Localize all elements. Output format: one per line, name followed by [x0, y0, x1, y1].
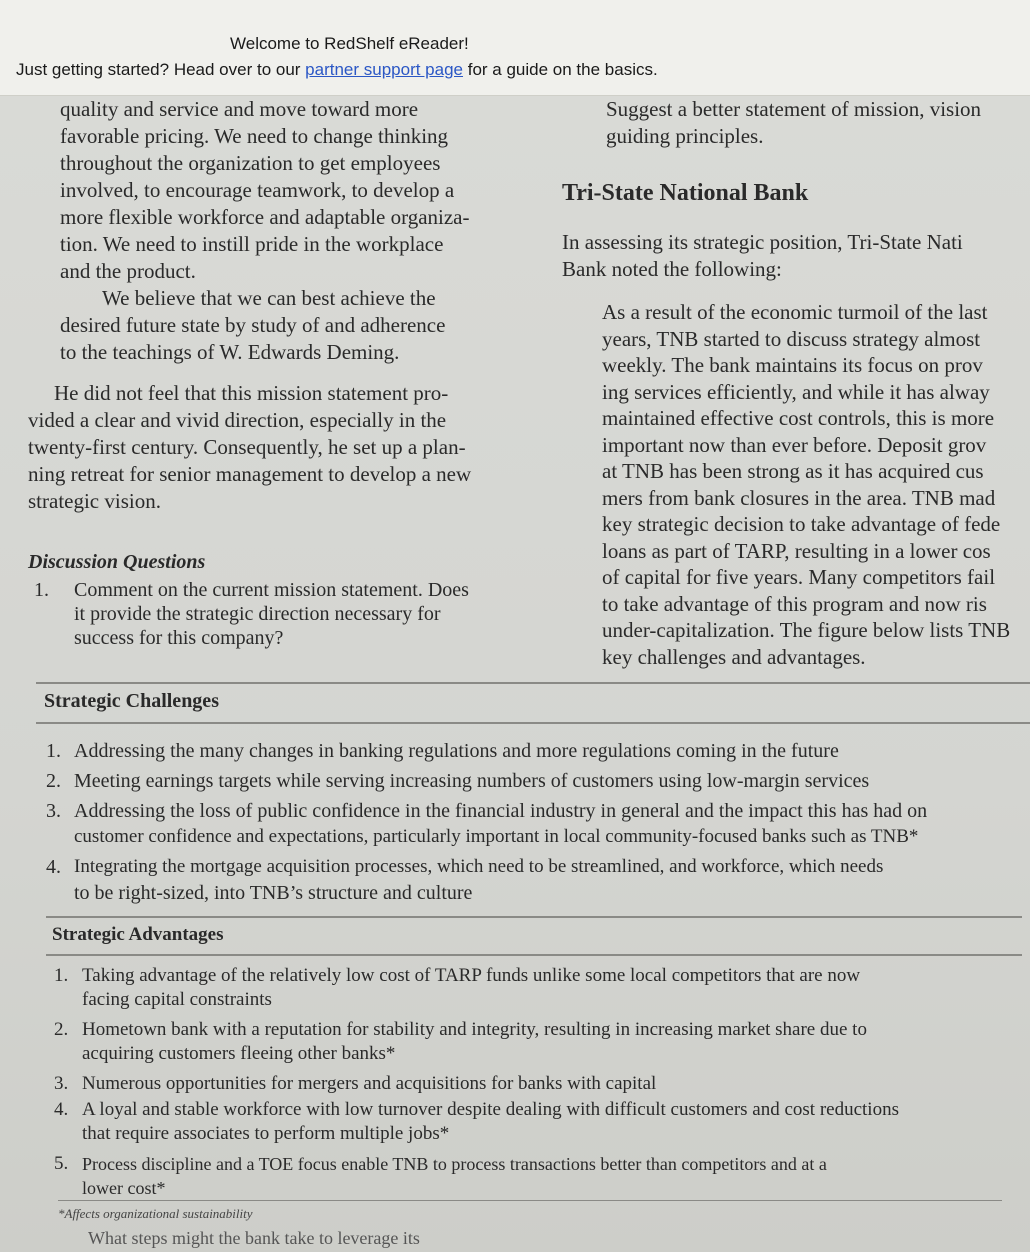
right-column [562, 96, 1030, 670]
body-line: key challenges and advantages. [602, 644, 866, 669]
body-line: at TNB has been strong as it has acquired cus [602, 459, 984, 483]
question-line: success for this company? [74, 627, 284, 649]
quote-line: involved, to encourage teamwork, to develop a [60, 178, 455, 202]
quote-line: throughout the organization to get employees [60, 151, 441, 175]
advantages-title-rule [46, 954, 1022, 956]
book-page [0, 96, 1030, 1252]
challenge-item [46, 854, 1016, 906]
item-line: Integrating the mortgage acquisition processes, which need to be streamlined, and workforce, which needs [74, 856, 884, 877]
discussion-questions-heading: Discussion Questions [28, 551, 206, 573]
para-line: vided a clear and vivid direction, especially in the [28, 408, 447, 432]
banner-welcome-text: Welcome to RedShelf eReader! [230, 34, 469, 53]
advantages-top-rule [46, 916, 1022, 918]
quote-line: quality and service and move toward more [60, 97, 419, 121]
item-line: to be right-sized, into TNB’s structure and culture [74, 882, 473, 904]
para-line: twenty-first century. Consequently, he set up a plan- [28, 435, 466, 459]
item-line: that require associates to perform multiple jobs* [82, 1123, 450, 1144]
quote-line: desired future state by study of and adherence [60, 313, 446, 337]
mission-quote [28, 96, 528, 366]
footnote-rule [58, 1200, 1002, 1201]
item-number: 4. [46, 856, 61, 878]
intro-line: In assessing its strategic position, Tri-State Nati [562, 230, 963, 254]
para-line: ning retreat for senior management to develop a new [28, 462, 472, 486]
assessment-intro [562, 229, 1030, 283]
item-line: Hometown bank with a reputation for stability and integrity, resulting in increasing market share due to [82, 1019, 867, 1040]
challenges-list [46, 738, 1016, 906]
advantage-item [54, 1152, 1014, 1200]
banner-guide-text [16, 60, 658, 80]
item-line: Addressing the many changes in banking regulations and more regulations coming in the future [74, 740, 839, 762]
footnote: *Affects organizational sustainability [58, 1206, 253, 1221]
item-line: acquiring customers fleeing other banks* [82, 1043, 396, 1064]
item-line: Addressing the loss of public confidence in the financial industry in general and the impact this has had on [74, 800, 928, 822]
case-heading: Tri-State National Bank [562, 180, 809, 206]
item-line: Meeting earnings targets while serving increasing numbers of customers using low-margin services [74, 770, 870, 792]
item-line: A loyal and stable workforce with low turnover despite dealing with difficult customers and cost reductions [82, 1099, 899, 1120]
item-line: lower cost* [82, 1178, 166, 1198]
advantage-item [54, 1072, 1014, 1096]
challenges-heading: Strategic Challenges [44, 690, 219, 712]
challenge-item [46, 798, 1016, 850]
item-number: 5. [54, 1153, 69, 1174]
body-line: of capital for five years. Many competitors fail [602, 565, 996, 589]
body-line: to take advantage of this program and now ris [602, 591, 987, 616]
item-line: Taking advantage of the relatively low cost of TARP funds unlike some local competitors that are now [82, 965, 861, 986]
challenges-title-rule [36, 722, 1030, 724]
advantage-item [54, 1018, 1014, 1066]
item-number: 1. [54, 965, 69, 986]
question-number: 1. [34, 579, 49, 601]
item-number: 2. [54, 1019, 69, 1040]
advantage-item [54, 964, 1014, 1012]
quote-line: tion. We need to instill pride in the workplace [60, 232, 444, 256]
discussion-question [28, 578, 528, 650]
trailing-text: What steps might the bank take to leverage its [88, 1228, 420, 1248]
body-line: key strategic decision to take advantage of fede [602, 512, 1001, 536]
question-continuation [562, 96, 1030, 150]
body-line: ing services efficiently, and while it has alway [602, 379, 990, 404]
item-line: Process discipline and a TOE focus enable TNB to process transactions better than competitors and at a [82, 1154, 827, 1174]
question-line: guiding principles. [606, 124, 764, 148]
item-line: facing capital constraints [82, 989, 272, 1010]
welcome-banner [0, 0, 1030, 96]
case-body [562, 299, 1030, 670]
challenge-item [46, 768, 1016, 794]
advantages-heading: Strategic Advantages [52, 924, 224, 945]
quote-line: and the product. [60, 259, 196, 283]
quote-line: favorable pricing. We need to change thinking [60, 124, 449, 148]
body-line: weekly. The bank maintains its focus on prov [602, 353, 983, 377]
item-number: 3. [46, 800, 61, 822]
para-line: strategic vision. [28, 489, 161, 513]
left-column [28, 96, 528, 650]
item-number: 2. [46, 770, 61, 792]
item-number: 4. [54, 1099, 69, 1120]
body-line: under-capitalization. The figure below lists TNB [602, 618, 1011, 642]
narrative-paragraph [28, 380, 528, 515]
banner-suffix: for a guide on the basics. [463, 60, 658, 79]
advantages-list [54, 964, 1014, 1200]
quote-line: more flexible workforce and adaptable organiza- [60, 205, 470, 229]
question-line: Comment on the current mission statement. Does [74, 579, 469, 601]
body-line: mers from bank closures in the area. TNB mad [602, 485, 996, 510]
item-line: customer confidence and expectations, particularly important in local community-focused banks such as TNB* [74, 826, 919, 847]
advantage-item [54, 1098, 1014, 1146]
body-line: maintained effective cost controls, this is more [602, 406, 995, 430]
intro-line: Bank noted the following: [562, 257, 782, 281]
question-line: Suggest a better statement of mission, vision [606, 97, 982, 121]
quote-line: to the teachings of W. Edwards Deming. [60, 340, 400, 364]
para-line: He did not feel that this mission statement pro- [54, 381, 449, 405]
quote-line: We believe that we can best achieve the [102, 286, 436, 310]
challenge-item [46, 738, 1016, 764]
body-line: important now than ever before. Deposit grov [602, 432, 987, 457]
item-number: 3. [54, 1073, 69, 1094]
partner-support-link[interactable]: partner support page [305, 60, 464, 79]
item-number: 1. [46, 740, 61, 762]
question-line: it provide the strategic direction necessary for [74, 603, 441, 625]
challenges-top-rule [36, 682, 1030, 684]
item-line: Numerous opportunities for mergers and acquisitions for banks with capital [82, 1073, 657, 1094]
body-line: As a result of the economic turmoil of the last [602, 300, 988, 324]
body-line: loans as part of TARP, resulting in a lower cos [602, 538, 991, 563]
banner-prefix: Just getting started? Head over to our [16, 60, 306, 79]
body-line: years, TNB started to discuss strategy almost [602, 326, 981, 351]
